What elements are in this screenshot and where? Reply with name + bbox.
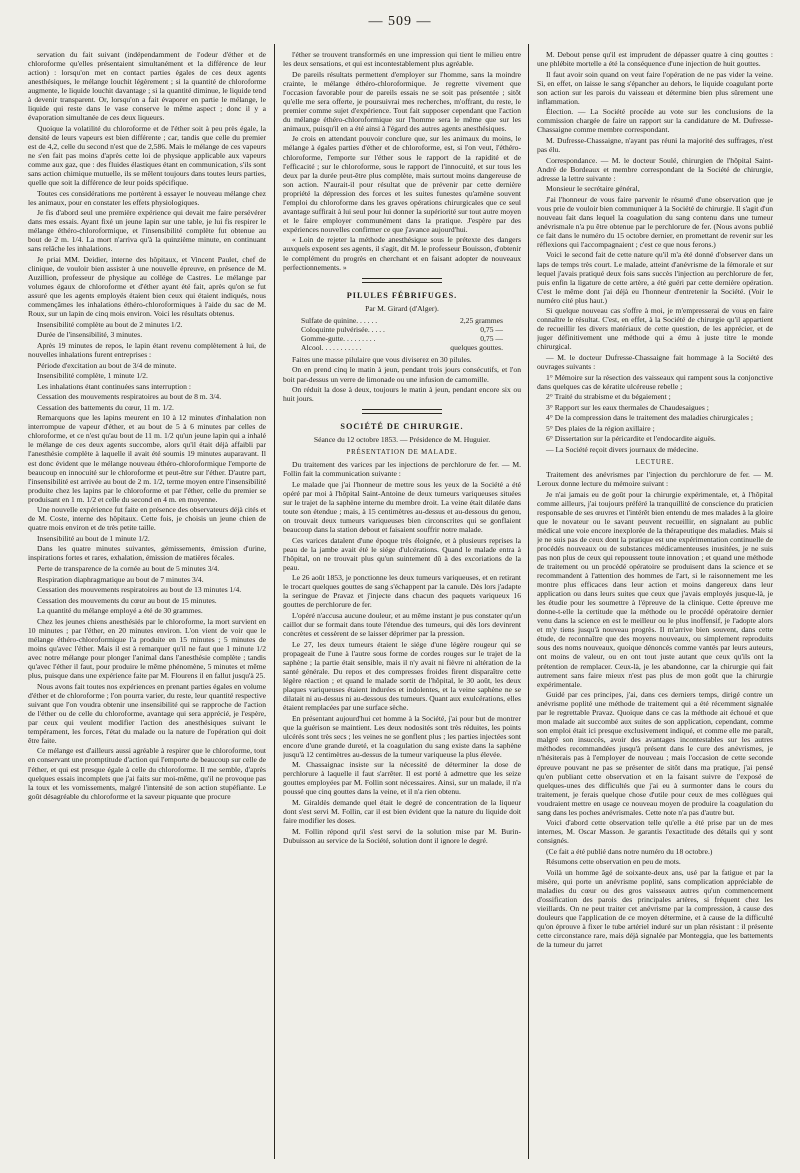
- ingredient-name: Gomme-gutte. . . . . . . . .: [301, 333, 376, 343]
- paragraph: 6° Dissertation sur la péricardite et l'endocardite aiguës.: [546, 434, 716, 444]
- paragraph: M. Dufresse-Chassaigne, n'ayant pas réuni la majorité des suffrages, n'est pas élu.: [537, 135, 773, 154]
- paragraph: Après 19 minutes de repos, le lapin étant revenu complètement à lui, de nouvelles inhalations furent entreprises :: [28, 340, 266, 359]
- paragraph: Voilà un homme âgé de soixante-deux ans, usé par la fatigue et par la misère, qui porte un anévrisme poplité, sans complication appréciable de maladies du cœur ou des gros vaisseaux autres qu'un commencement d'ossification des parois des principales artères, si fréquent chez les vieillards. On ne peut traiter cet anévrisme par la compression, à cause des douleurs que l'application de ce moyen détermine, et à cause de la difficulté qu'on éprouve à fixer le tube artériel induré sur un plan résistant : il présente cette circonstance rare, mais déjà signalée par Monteggia, que les battements de la tumeur du jarret: [537, 868, 773, 950]
- recipe-row: [301, 334, 521, 343]
- paragraph: Je fis d'abord seul une première expérience qui devait me faire persévérer dans mes essais. Ayant fixé un jeune lapin sur une table, je lui fis respirer le mélange éthéro-chloroformique, et l'insensibilité complète fut obtenue au bout de 2 m. 1/4. La mort n'arriva qu'à la quinzième minute, en continuant sans relâche les inhalations.: [28, 208, 266, 254]
- paragraph: L'opéré n'accusa aucune douleur, et au même instant je pus constater qu'un caillot dur se formait dans toute l'étendue des tumeurs, qui dès lors devinrent concrètes et cessèrent de se laisser déprimer par la pression.: [283, 611, 521, 639]
- paragraph: Voici le second fait de cette nature qu'il m'a été donné d'observer dans un laps de temps très court. Le malade, atteint d'anévrisme de la fémorale et sur lequel j'avais pratiqué deux fois sans succès l'injection au perchlorure de fer, puis enfin la ligature de cette artère, a été guéri par cette dernière opération. C'est le même dont j'ai déjà eu l'honneur d'entretenir la Société. (Voir le numéro cité plus haut.): [537, 250, 773, 305]
- paragraph: Correspondance. — M. le docteur Soulé, chirurgien de l'hôpital Saint-André de Bordeaux et membre correspondant de la Société de chirurgie, adresse la lettre suivante :: [537, 155, 773, 183]
- paragraph: Toutes ces considérations me portèrent à essayer le nouveau mélange chez les animaux, pour en constater les effets physiologiques.: [28, 188, 266, 207]
- paragraph: 3° Rapport sur les eaux thermales de Chaudesaigues ;: [546, 402, 709, 412]
- paragraph: Cessation des mouvements respiratoires au bout de 13 minutes 1/4.: [37, 585, 242, 595]
- paragraph: Faites une masse pilulaire que vous diviserez en 30 pilules.: [292, 354, 472, 364]
- paragraph: On en prend cinq le matin à jeun, pendant trois jours consécutifs, et l'on boit par-dessus un verre de limonade ou une infusion de camomille.: [283, 365, 521, 384]
- ingredient-quantity: 2,25 grammes: [459, 315, 503, 325]
- recipe-list: [301, 316, 521, 352]
- paragraph: Dans les quatre minutes suivantes, gémissements, émission d'urine, inspirations fortes et rares, exhalation, émission de matières fécales.: [28, 544, 266, 563]
- paragraph: Période d'excitation au bout de 3/4 de minute.: [37, 360, 177, 370]
- paragraph: Résumons cette observation en peu de mots.: [546, 857, 681, 867]
- ingredient-quantity: 0,75 —: [480, 324, 503, 334]
- column-left: [28, 50, 266, 1155]
- recipe-row: [301, 325, 521, 334]
- paragraph: l'éther se trouvent transformés en une impression qui tient le milieu entre les deux sensations, et qui est incontestablement plus agréable.: [283, 50, 521, 69]
- paragraph: Si quelque nouveau cas s'offre à moi, je m'empresserai de vous en faire connaître le résultat. C'est, en effet, à la Société de chirurgie qu'il appartient de recueillir les divers matériaux de cette question, de les apprécier, et de juger définitivement une méthode qui a ému à juste titre le monde chirurgical.: [537, 306, 773, 352]
- paragraph: — La Société reçoit divers journaux de médecine.: [546, 444, 699, 454]
- paragraph: servation du fait suivant (indépendamment de l'odeur d'éther et de chloroforme qu'elles présentaient simultanément et la différence de leur action) : lorsqu'on met en contact parties égales de ces deux agents anesthésiques, le mélange louchit légèrement ; si la quantité de chloroforme augmente, le liquide louchit davantage ; si la quantité diminue, le liquide tend à devenir transparent. Or, lorsqu'on a fait évaporer en partie le mélange, le liquide qui reste dans le vase conserve le même aspect ; donc il y a évaporation simultanée de ces deux liqueurs.: [28, 50, 266, 123]
- paragraph: Durée de l'insensibilité, 3 minutes.: [37, 330, 143, 340]
- paragraph: 1° Mémoire sur la résection des vaisseaux qui rampent sous la conjonctive dans quelques cas de kératite ulcéreuse rebelle ;: [537, 372, 773, 391]
- ingredient-quantity: quelques gouttes.: [450, 342, 503, 352]
- paragraph: Le malade que j'ai l'honneur de mettre sous les yeux de la Société a été opéré par moi à l'hôpital Saint-Antoine de deux tumeurs variqueuses situées sur le trajet de la saphène interne du membre droit. La veine était dilatée dans toute son étendue ; mais, à 15 centimètres au-dessus et au-dessous du genou, on trouvait deux tumeurs variqueuses bien circonscrites qui se gonflaient beaucoup dans la station debout et faisaient souffrir notre malade.: [283, 479, 521, 535]
- paragraph: Ces varices datalent d'une époque très éloignée, et à plusieurs reprises la peau de la jambe avait été le siége d'ulcérations. Quand le malade entra à l'hôpital, on ne trouvait plus qu'un suintement dû à des excoriations de la peau.: [283, 535, 521, 572]
- paragraph: Voici d'abord cette observation telle qu'elle a été prise par un de mes internes, M. Oscar Masson. Je garantis l'exactitude des détails qui y sont consignés.: [537, 818, 773, 846]
- paragraph: En présentant aujourd'hui cet homme à la Société, j'ai pour but de montrer que la guérison se maintient. Les deux nodosités sont très réduites, les points ulcérés sont très secs ; les veines ne se gonflent plus ; les parties injectées sont encore d'une grande dureté, et la coagulation du sang existe dans la saphène jusqu'à 12 centimètres au-dessus de la tumeur variqueuse la plus élevée.: [283, 713, 521, 759]
- paragraph: Insensibilité complète, 1 minute 1/2.: [37, 371, 148, 381]
- ingredient-name: Sulfate de quinine. . . . . .: [301, 315, 378, 325]
- paragraph: Insensibilité complète au bout de 2 minutes 1/2.: [37, 319, 183, 329]
- column-right: [537, 50, 773, 1155]
- pills-author: Par M. Girard (d'Alger).: [365, 303, 439, 313]
- paragraph: On réduit la dose à deux, toujours le matin à jeun, pendant encore six ou huit jours.: [283, 385, 521, 404]
- ingredient-name: Alcool. . . . . . . . . . .: [301, 342, 362, 352]
- paragraph: 4° De la compression dans le traitement des maladies chirurgicales ;: [546, 413, 754, 423]
- paragraph: Remarquons que les lapins meurent en 10 à 12 minutes d'inhalation non interrompue de vapeur d'éther, et au bout de 5 à 6 minutes par celles de chloroforme, et ce n'est qu'au bout de 11 m. 1/2 qu'un jeune lapin qui a inhalé le mélange de ces deux agents succombe, alors qu'il était déjà affaibli par l'anesthésie complète à laquelle il avait été soumis 19 minutes auparavant. Il est donc évident que le mélange nouveau éthéro-chloroformique l'emporte de beaucoup en innocuité sur le chloroforme et peut-être sur l'éther. D'autre part, l'insensibilité est arrivée au bout de 2 m. 1/2, terme moyen entre l'insensibilité produite chez les lapins par le chloroforme et par l'éther, celle du premier se produisant en 1 m. 1/2 et celle du second en 4 m. en moyenne.: [28, 413, 266, 504]
- paragraph: Quoique la volatilité du chloroforme et de l'éther soit à peu près égale, la densité de leurs vapeurs est bien différente ; car, tandis que celle du premier est de 4,2, celle du second n'est que de 2,586. Mais le mélange de ces vapeurs ne s'en fait pas moins d'après cette loi de physique applicable aux vapeurs comme aux gaz, que : des fluides élastiques étant en communication, s'ils sont sans action chimique mutuelle, ils se mêlent toujours dans toutes leurs parties, quelle que soit la différence de leur poids spécifique.: [28, 123, 266, 188]
- paragraph: Ce mélange est d'ailleurs aussi agréable à respirer que le chloroforme, tout en conservant une promptitude d'action qui l'emporte de beaucoup sur celle de l'éther, et qui est presque égale à celle du chloroforme. Il me semble, d'après quelques essais incomplets que j'ai faits sur moi-même, qu'il ne provoque pas la toux et les vomissements, malgré l'intensité de son action stupéfiante. Le goût désagréable du chloroforme et la saveur piquante que procure: [28, 746, 266, 801]
- ingredient-quantity: 0,75 —: [480, 333, 503, 343]
- paragraph: Insensibilité au bout de 1 minute 1/2.: [37, 533, 150, 543]
- paragraph: M. Follin répond qu'il s'est servi de la solution mise par M. Burin-Dubuisson au service de la Société, solution dont il ignore le degré.: [283, 826, 521, 845]
- paragraph: Cessation des battements du cœur, 11 m. 1/2.: [37, 402, 174, 412]
- recipe-row: [301, 316, 521, 325]
- paragraph: 5° Des plaies de la région axillaire ;: [546, 423, 655, 433]
- paragraph: Nous avons fait toutes nos expériences en prenant parties égales en volume d'éther et de chloroforme ; l'on pourra varier, du reste, leur quantité respective suivant que l'on voudra obtenir une insensibilité qui se rapproche de l'action de l'éther ou de celle du chloroforme, avantage qui sera apprécié, je l'espère, par ceux qui veulent modifier l'action des anesthésiques suivant le tempérament, les forces, l'état du malade ou la nature de l'opération qui doit être faite.: [28, 681, 266, 745]
- paragraph: M. Giraldès demande quel était le degré de concentration de la liqueur dont s'est servi M. Follin, car il est bien évident que la nature du liquide doit faire modifier les doses.: [283, 797, 521, 826]
- paragraph: M. Debout pense qu'il est imprudent de dépasser quatre à cinq gouttes : une phlébite mortelle a été la conséquence d'une injection de huit gouttes.: [537, 50, 773, 69]
- paragraph: Je priai MM. Deidier, interne des hôpitaux, et Vincent Paulet, chef de clinique, de vouloir bien assister à une nouvelle épreuve, en présence de M. Auzillion, professeur de physique au collége de Castres. Le mélange par volumes égaux de chloroforme et d'éther ayant été fait, après qu'on se fut assuré que les agents employés étaient bien ceux qui étaient indiqués, nous commençâmes les inhalations éthéro-chloroformiques à l'aide du sac de M. Roux, sur un lapin de cinq mois environ. Voici les résultats obtenus.: [28, 255, 266, 319]
- paragraph: La quantité du mélange employé a été de 30 grammes.: [37, 606, 203, 616]
- paragraph: Traitement des anévrismes par l'injection du perchlorure de fer. — M. Leroux donne lecture du mémoire suivant :: [537, 470, 773, 489]
- paragraph: 2° Traité du strabisme et du bégaiement ;: [546, 392, 671, 402]
- paragraph: Monsieur le secrétaire général,: [546, 184, 640, 194]
- paragraph: Chez les jeunes chiens anesthésiés par le chloroforme, la mort survient en 10 minutes ; par l'éther, en 20 minutes environ. L'on vient de voir que le mélange éthéro-chloroformique l'a produite en 15 minutes ; 5 minutes de moins qu'avec l'éther. Mais il est à remarquer qu'il ne faut que 1 minute 1/2 avec notre mélange pour plonger l'animal dans l'anesthésie complète ; tandis qu'avec l'éther il faut, pour produire le même phénomène, 5 minutes et même plus, puisque dans une expérience faite par M. Flourens il en fallut jusqu'à 25.: [28, 616, 266, 681]
- paragraph: Il faut avoir soin quand on veut faire l'opération de ne pas vider la veine. Si, en effet, on laisse le sang s'épancher au dehors, le liquide coagulant porte son action sur les parois du vaisseau et détermine bien plus sûrement une inflammation.: [537, 69, 773, 106]
- section-divider: [362, 409, 442, 414]
- paragraph: De pareils résultats permettent d'employer sur l'homme, sans la moindre crainte, le mélange éthéro-chloroformique. Je regrette vivement que l'occasion favorable pour de pareils essais ne se soit pas présentée ; sitôt qu'elle me sera offerte, je poursuivrai mes recherches, m'offrant, du reste, le premier comme sujet d'expérience. Tout fait supposer cependant que l'action du mélange éthéro-chloroformique sur l'homme sera le même que sur les animaux, puisqu'il en a été ainsi à l'égard des autres agents anesthésiques.: [283, 69, 521, 133]
- paragraph: Une nouvelle expérience fut faite en présence des observateurs déjà cités et de M. Coste, interne des hôpitaux. Cette fois, je choisis un jeune chien de quatre mois environ et de très petite taille.: [28, 505, 266, 533]
- column-middle: [283, 50, 521, 1155]
- paragraph: — M. le docteur Dufresse-Chassaigne fait hommage à la Société des ouvrages suivants :: [537, 353, 773, 372]
- paragraph: M. Chassaignac insiste sur la nécessité de déterminer la dose de perchlorure à laquelle il faut s'arrêter. Il est porté à admettre que les seize gouttes employées par M. Follin sont nécessaires. Ainsi, sur un malade, il n'a poussé que cinq gouttes dans la veine, et il n'a rien obtenu.: [283, 760, 521, 797]
- presentation-title: PRÉSENTATION DE MALADE.: [346, 449, 458, 457]
- session-line: Séance du 12 octobre 1853. — Présidence de M. Huguier.: [313, 435, 491, 445]
- paragraph: Cessation des mouvements du cœur au bout de 15 minutes.: [37, 595, 217, 605]
- section-divider: [362, 278, 442, 283]
- paragraph: (Ce fait a été publié dans notre numéro du 18 octobre.): [546, 846, 713, 856]
- paragraph: Guidé par ces principes, j'ai, dans ces derniers temps, dirigé contre un anévrisme poplité une méthode de traitement qui a été récemment signalée par le regrettable Pravaz. Quoique dans ce cas la méthode ait échoué et que mon malade ait succombé aux suites de son application, cependant, comme son emploi était ici presque exclusivement indiqué, et comme elle me paraît, malgré son insuccès, avoir des avantages incontestables sur les autres méthodes recommandées jusqu'à présent dans le cure des anévrismes, je n'hésiterais pas à l'employer de nouveau ; mais l'occasion de cette seconde épreuve pouvant ne pas se présenter de sitôt dans ma pratique, j'ai pensé qu'en publiant cette observation et en la faisant suivre de l'exposé de quelques-unes des difficultés que j'ai eu à surmonter dans le cours du traitement, je ferais quelque chose d'utile pour ceux de mes collègues qui voudraient mettre en usage ce nouveau moyen de produire la coagulation du sang dans les poches anévrismales. Cette note n'a pas d'autre but.: [537, 690, 773, 817]
- column-rule: [274, 44, 275, 1159]
- paragraph: Perte de transparence de la cornée au bout de 5 minutes 3/4.: [37, 564, 220, 574]
- lecture-title: LECTURE.: [635, 458, 675, 466]
- paragraph: Du traitement des varices par les injections de perchlorure de fer. — M. Follin fait la communication suivante :: [283, 460, 521, 479]
- ingredient-name: Coloquinte pulvérisée. . . . .: [301, 324, 385, 334]
- paragraph: « Loin de rejeter la méthode anesthésique sous le prétexte des dangers auxquels exposent ses agents, il s'agit, dit M. le professeur Bouisson, d'obtenir le complément du progrès en cherchant et en faisant adopter de nouveaux perfectionnements. »: [283, 235, 521, 272]
- paragraph: Respiration diaphragmatique au bout de 7 minutes 3/4.: [37, 574, 204, 584]
- page-number: — 509 —: [368, 14, 432, 29]
- paragraph: Le 27, les deux tumeurs étaient le siége d'une légère rougeur qui se propageait de l'une à l'autre sous forme de cordes rouges sur le trajet de la saphène ; la partie était sensible, mais il n'y avait ni fièvre ni altération de la santé générale. Du repos et des compresses froides firent disparaître cette légère réaction ; et quand le malade sortit de l'hôpital, le 30 août, les deux plaques variqueuses étaient indurées et indolentes, et la veine saphène ne se dilatait ni au-dessus ni au-dessous des tumeurs. Quant aux exulcérations, elles étaient remplacées par une surface sèche.: [283, 639, 521, 712]
- paragraph: Je crois en attendant pouvoir conclure que, sur les animaux du moins, le mélange à égales parties d'éther et de chloroforme, est, si l'on veut, l'éthéro-chloroforme, l'emporte sur l'éther sous le rapport de la rapidité et de l'efficacité ; sur le chloroforme, sous le rapport de l'innocuité, et sur tous les deux par la durée peut-être plus complète, mais surtout moins dangereuse de son action. N'aurait-il pour résultat que de prévenir par cette dernière propriété la dépression des forces et les suites funestes qu'amène souvent l'emploi du chloroforme dans les graves opérations chirurgicales que ce seul avantage suffirait à lui seul pour lui donner la supériorité sur tout autre moyen et le faire employer communément dans la pratique. J'espère par des expériences nouvelles confirmer ce que j'avance aujourd'hui.: [283, 134, 521, 234]
- column-rule: [528, 44, 529, 1159]
- paragraph: Cessation des mouvements respiratoires au bout de 8 m. 3/4.: [37, 392, 222, 402]
- paragraph: Les inhalations étant continuées sans interruption :: [37, 381, 191, 391]
- paragraph: Je n'ai jamais eu de goût pour la chirurgie expérimentale, et, à l'hôpital comme ailleurs, j'ai toujours préféré la tranquillité de conscience du praticien responsable de ses œuvres et l'intérêt bien entendu de mes malades à la gloire que le novateur ou le savant peuvent recueillir, en signalant au public médical une voie encore inexplorée de la thérapeutique des maladies. Mais si je ne suis pas de ceux dont la pratique est une expérimentation continuelle de procédés nouveaux ou de substances médicamenteuses inusitées, je ne suis pas non plus de ceux qui repoussent toute innovation ; et quand une méthode de traitement ou un procédé opératoire se produisent dans la science et se recommandent à l'attention des hommes de l'art, si le raisonnement me les montre plus efficaces dans leur action et moins dangereux dans leur application ou dans leurs suites que ceux que j'avais employés jusque-là, je les étudie pour les soumettre à l'épreuve de la clinique. Cette épreuve me donne-t-elle la certitude que la méthode ou le procédé opératoire dernier venu dans la science en est le meilleur ou le plus inoffensif, je l'adopte alors et m'y tiens jusqu'à nouveau progrès. Il m'arrive bien souvent, dans cette étude, de reconnaître que des moyens nouveaux, ou simplement reproduits sous des noms nouveaux, quoique dénoncés comme vantés par leurs auteurs, ont moins de valeur, ou en ont tout juste autant que ceux qu'ils ont la prétention de remplacer. Ceux-là, je les abandonne, car la chirurgie qui fait autrement sans faire mieux n'est pas plus de mon goût que la chirurgie expérimentale.: [537, 489, 773, 689]
- pills-title: PILULES FÉBRIFUGES.: [346, 290, 458, 300]
- paragraph: Élection. — La Société procède au vote sur les conclusions de la commission chargée de faire un rapport sur la candidature de M. Dufresse-Chassaigne comme membre correspondant.: [537, 107, 773, 135]
- paragraph: Le 26 août 1853, je ponctionne les deux tumeurs variqueuses, et en retirant le trocart quelques gouttes de sang s'échappent par la canule. Dès lors j'adapte la seringue de Pravaz et j'injecte dans chacun des paquets variqueux 16 gouttes de perchlorure de fer.: [283, 573, 521, 610]
- paragraph: J'ai l'honneur de vous faire parvenir le résumé d'une observation que je vous prie de vouloir bien communiquer à la Société de chirurgie. Il s'agit d'un nouveau fait dans lequel la coagulation du sang contenu dans une tumeur anévrismale n'a pu être obtenue par le perchlorure de fer. (Nous avons publié ce fait dans le numéro du 15 octobre dernier, en promettant de revenir sur les réflexions qui l'accompagnaient ; c'est ce que nous ferons.): [537, 194, 773, 249]
- society-title: SOCIÉTÉ DE CHIRURGIE.: [340, 422, 464, 432]
- recipe-row: [301, 343, 521, 352]
